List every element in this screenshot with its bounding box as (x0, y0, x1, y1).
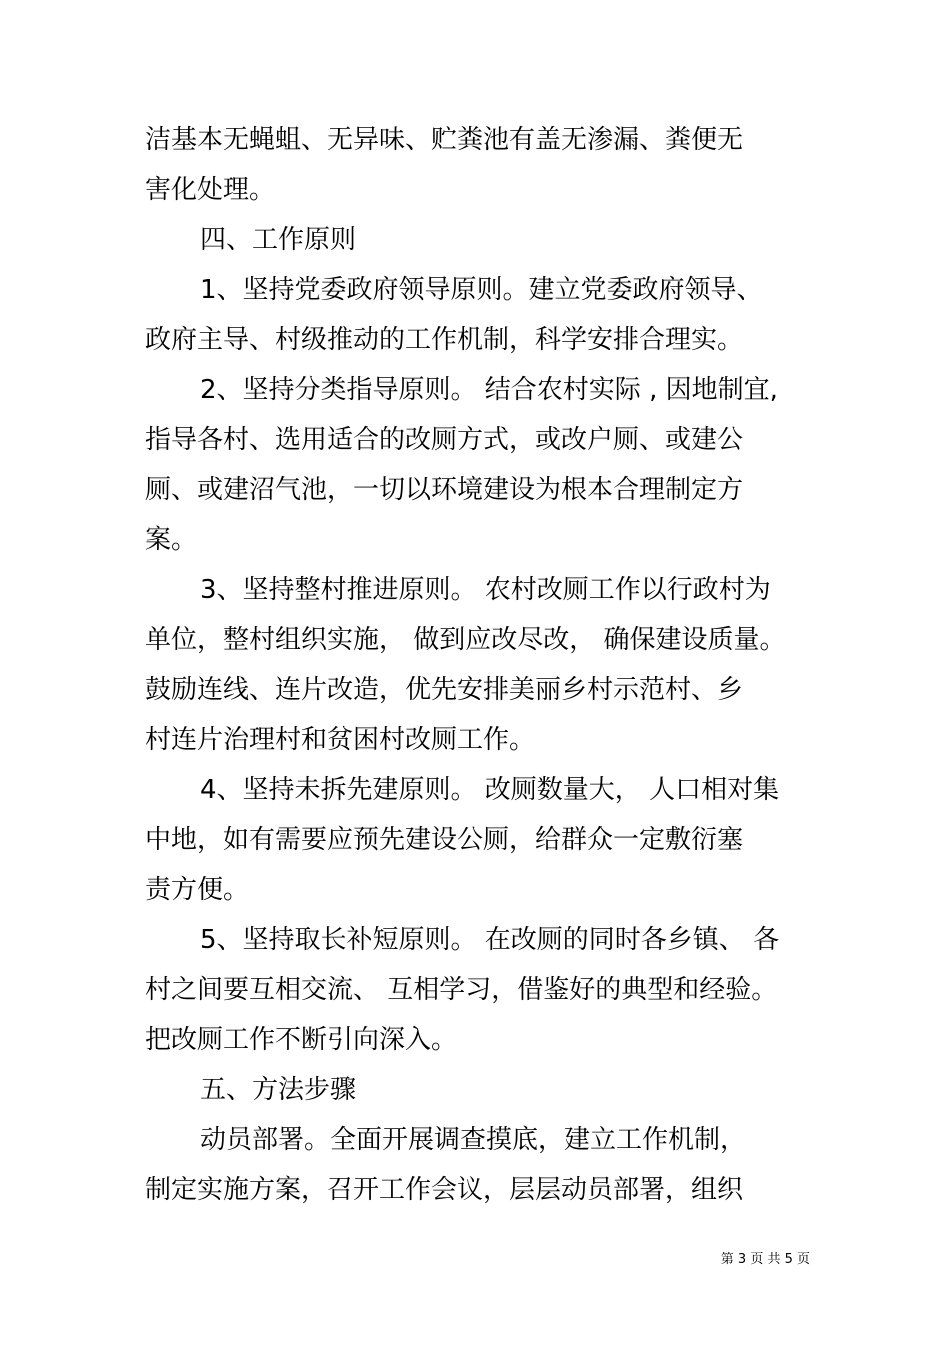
text-line-15: 中地，如有需要应预先建设公厕，给群众一定敷衍塞 (145, 825, 744, 855)
text-line-2: 害化处理。 (145, 175, 276, 205)
text-line-11: 单位，整村组织实施， 做到应改尽改， 确保建设质量。 (145, 625, 786, 655)
section-heading-methods: 五、方法步骤 (200, 1075, 357, 1105)
text-line-10: 3、坚持整村推进原则。 农村改厕工作以行政村为 (200, 575, 771, 605)
text-line-7: 指导各村、选用适合的改厕方式，或改户厕、或建公 (145, 425, 744, 455)
text-line-21: 动员部署。全面开展调查摸底，建立工作机制， (200, 1125, 747, 1155)
section-heading-principles: 四、工作原则 (200, 225, 357, 255)
text-line-9: 案。 (145, 525, 198, 555)
page-number-footer: 第 3 页 共 5 页 (720, 1252, 810, 1267)
text-line-16: 责方便。 (145, 875, 250, 905)
text-line-4: 1、坚持党委政府领导原则。建立党委政府领导、 (200, 275, 763, 305)
text-line-19: 把改厕工作不断引向深入。 (145, 1025, 458, 1055)
text-line-12: 鼓励连线、连片改造，优先安排美丽乡村示范村、乡 (145, 675, 744, 705)
text-line-14: 4、坚持未拆先建原则。 改厕数量大， 人口相对集 (200, 775, 780, 805)
text-line-18: 村之间要互相交流、 互相学习，借鉴好的典型和经验。 (145, 975, 778, 1005)
text-line-8: 厕、或建沼气池，一切以环境建设为根本合理制定方 (145, 475, 744, 505)
text-line-6: 2、坚持分类指导原则。 结合农村实际 , 因地制宜, (200, 375, 778, 405)
text-line-1: 洁基本无蝇蛆、无异味、贮粪池有盖无渗漏、粪便无 (145, 125, 744, 155)
text-line-5: 政府主导、村级推动的工作机制，科学安排合理实。 (145, 325, 744, 355)
text-line-13: 村连片治理村和贫困村改厕工作。 (145, 725, 536, 755)
text-line-22: 制定实施方案，召开工作会议，层层动员部署，组织 (145, 1175, 744, 1205)
text-line-17: 5、坚持取长补短原则。 在改厕的同时各乡镇、 各 (200, 925, 780, 955)
